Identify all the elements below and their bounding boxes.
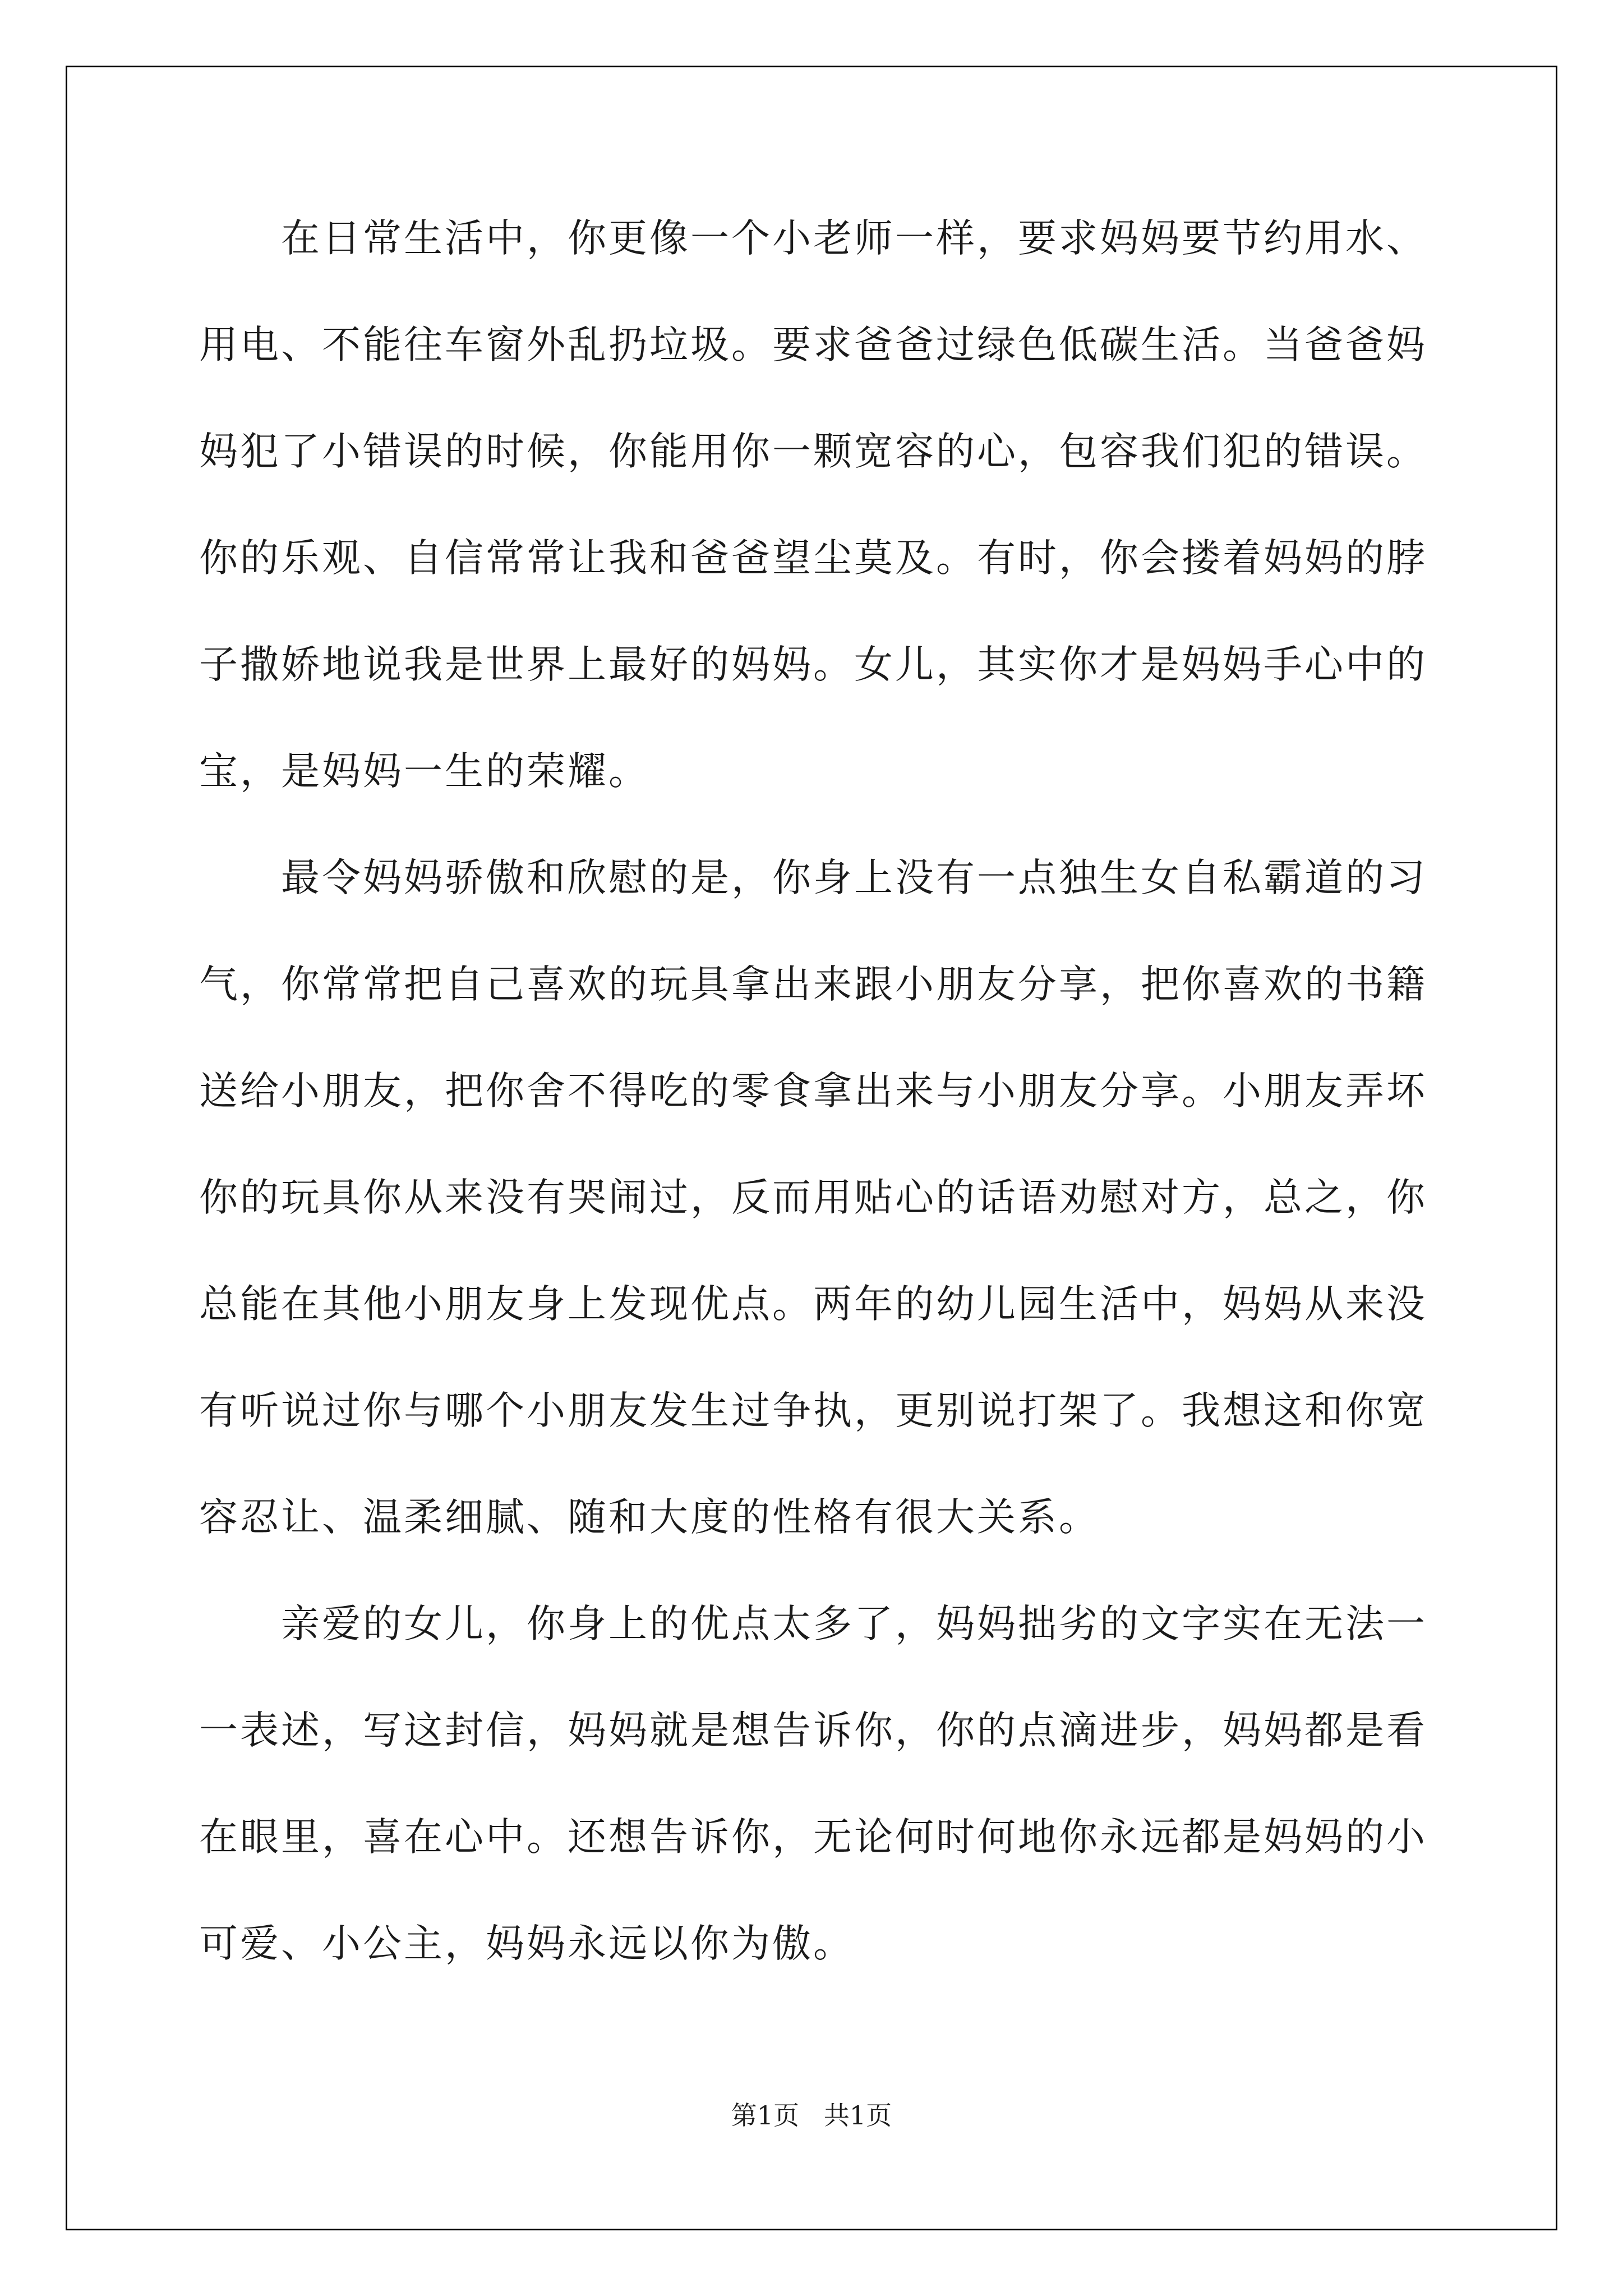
- document-body: [199, 185, 1427, 1997]
- paragraph-2: 最令妈妈骄傲和欣慰的是，你身上没有一点独生女自私霸道的习气，你常常把自己喜欢的玩具拿出来跟小朋友分享，把你喜欢的书籍送给小朋友，把你舍不得吃的零食拿出来与小朋友分享。小朋友弄坏你的玩具你从来没有哭闹过，反而用贴心的话语劝慰对方，总之，你总能在其他小朋友身上发现优点。两年的幼儿园生活中，妈妈从来没有听说过你与哪个小朋友发生过争执，更别说打架了。我想这和你宽容忍让、温柔细腻、随和大度的性格有很大关系。: [199, 855, 1427, 1540]
- page-number-footer: 第1页 共1页: [731, 2100, 892, 2131]
- paragraph-1: 在日常生活中，你更像一个小老师一样，要求妈妈要节约用水、用电、不能往车窗外乱扔垃圾。要求爸爸过绿色低碳生活。当爸爸妈妈犯了小错误的时候，你能用你一颗宽容的心，包容我们犯的错误。你的乐观、自信常常让我和爸爸望尘莫及。有时，你会搂着妈妈的脖子撒娇地说我是世界上最好的妈妈。女儿，其实你才是妈妈手心中的宝，是妈妈一生的荣耀。: [199, 216, 1427, 794]
- paragraph-3: 亲爱的女儿，你身上的优点太多了，妈妈拙劣的文字实在无法一一表述，写这封信，妈妈就是想告诉你，你的点滴进步，妈妈都是看在眼里，喜在心中。还想告诉你，无论何时何地你永远都是妈妈的小可爱、小公主，妈妈永远以你为傲。: [199, 1602, 1427, 1966]
